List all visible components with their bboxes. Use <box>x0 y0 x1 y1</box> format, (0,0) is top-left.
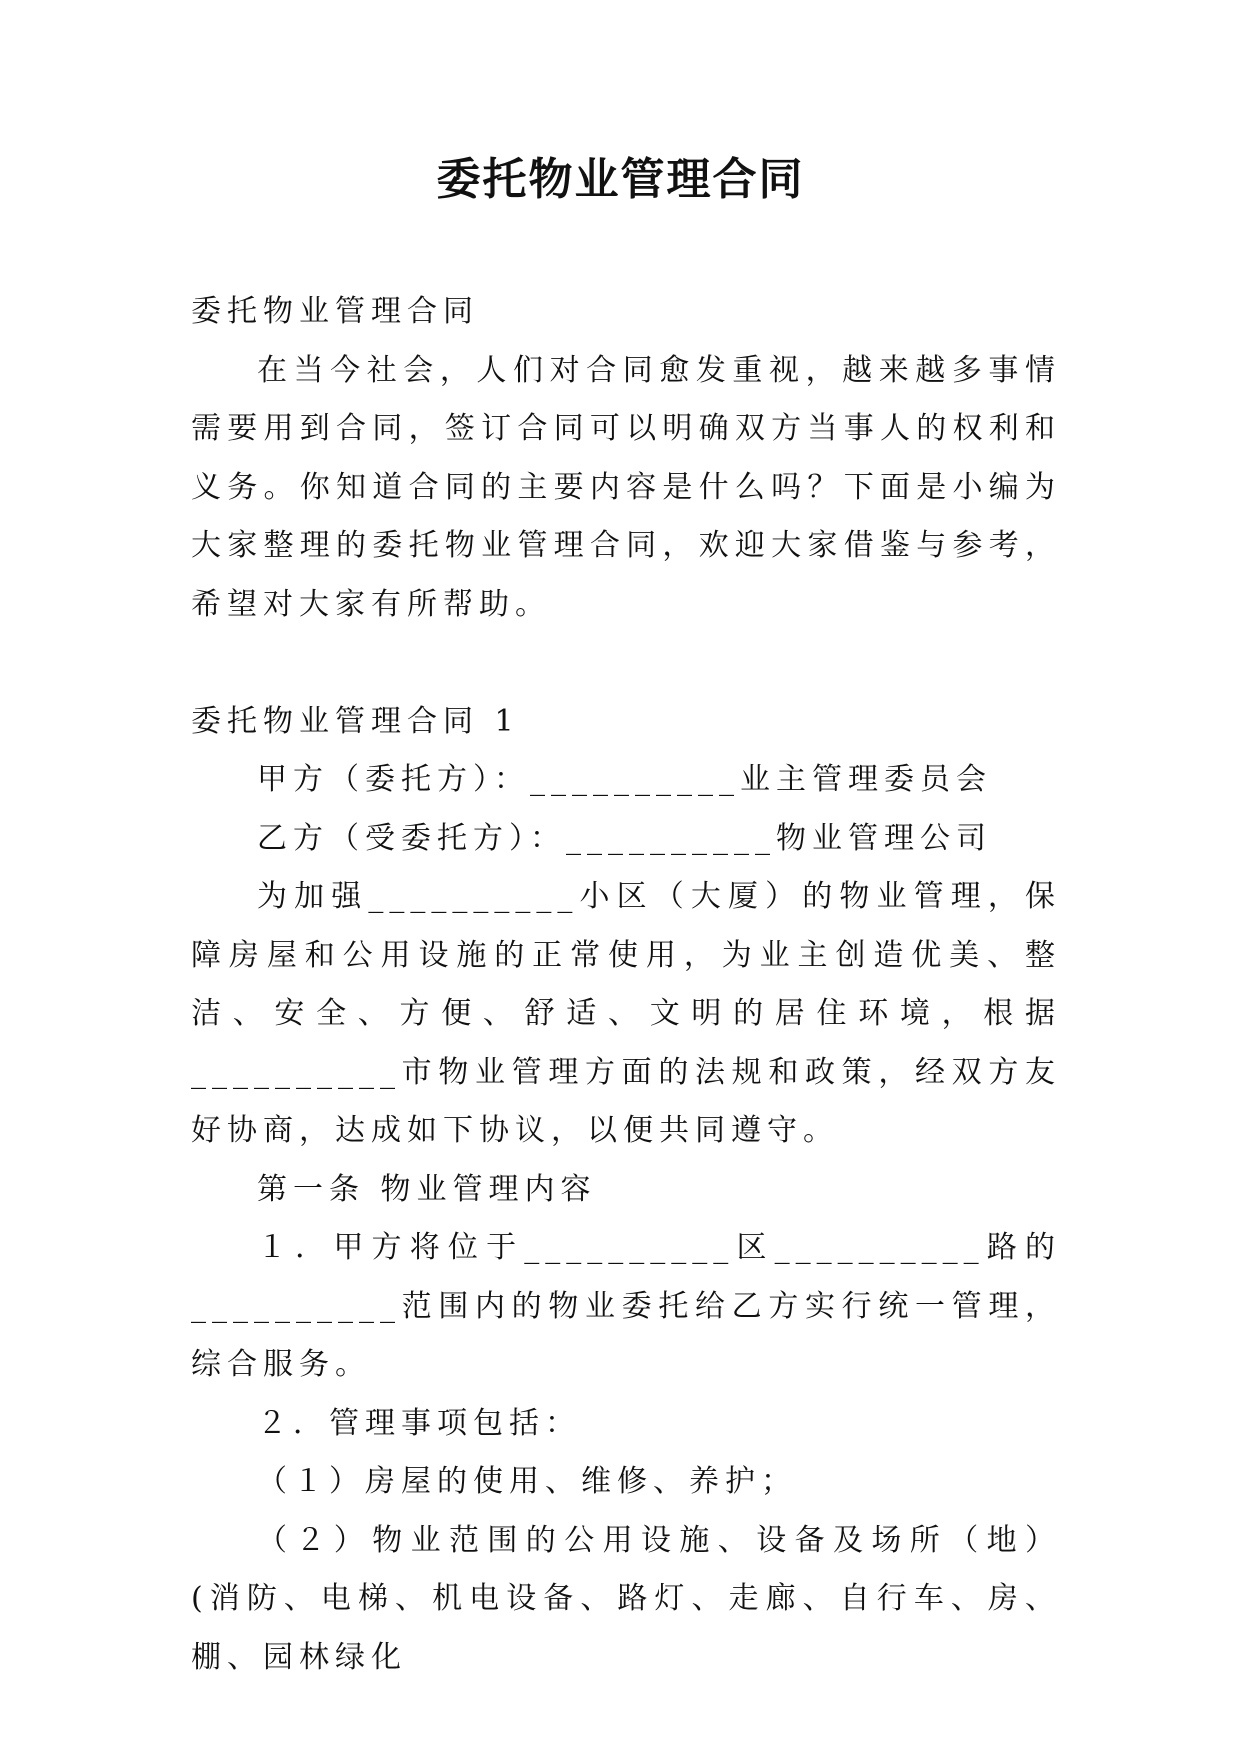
purpose-paragraph: 为加强__________小区（大厦）的物业管理，保障房屋和公用设施的正常使用，为业主创造优美、整洁、安全、方便、舒适、文明的居住环境，根据__________市物业管理方面的法规和政策，经双方友好协商，达成如下协议，以便共同遵守。 <box>191 879 1061 1148</box>
contract-heading: 委托物业管理合同 1 <box>191 703 520 739</box>
article-one-heading: 第一条 物业管理内容 <box>257 1171 597 1207</box>
article-subitem-1: （１）房屋的使用、维修、养护； <box>257 1464 797 1499</box>
article-subitem-2: （２）物业范围的公用设施、设备及场所（地）(消防、电梯、机电设备、路灯、走廊、自行车、房、棚、园林绿化 <box>191 1522 1061 1675</box>
paragraph-gap <box>191 634 1061 693</box>
document-title: 委托物业管理合同 <box>436 154 805 205</box>
section-heading: 委托物业管理合同 <box>191 294 479 329</box>
article-item-2: ２．管理事项包括： <box>257 1405 581 1441</box>
intro-paragraph: 在当今社会，人们对合同愈发重视，越来越多事情需要用到合同，签订合同可以明确双方当事人的权利和义务。你知道合同的主要内容是什么吗？下面是小编为大家整理的委托物业管理合同，欢迎大家借鉴与参考，希望对大家有所帮助。 <box>191 352 1061 622</box>
article-item-1: １．甲方将位于__________区__________路的__________范围内的物业委托给乙方实行统一管理，综合服务。 <box>191 1230 1061 1382</box>
party-a-line: 甲方（委托方）：__________业主管理委员会 <box>257 762 992 797</box>
party-b-line: 乙方（受委托方）：__________物业管理公司 <box>257 820 992 856</box>
document-body <box>191 283 1061 1687</box>
